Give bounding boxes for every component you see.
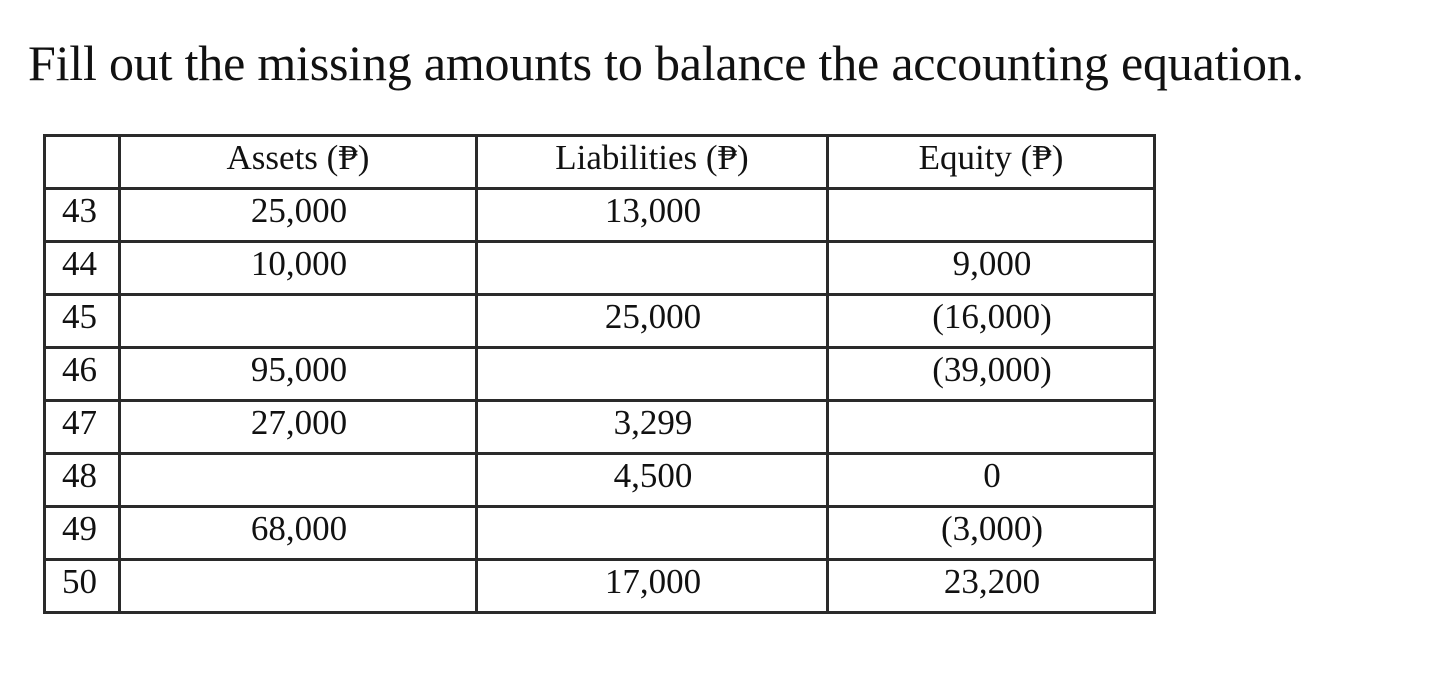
assets-cell: [120, 560, 477, 613]
header-assets: Assets (₱): [120, 136, 477, 189]
header-number: [45, 136, 120, 189]
row-number: 47: [45, 401, 120, 454]
header-equity: Equity (₱): [828, 136, 1155, 189]
row-number: 46: [45, 348, 120, 401]
assets-cell: 27,000: [120, 401, 477, 454]
equity-cell: 23,200: [828, 560, 1155, 613]
row-number: 50: [45, 560, 120, 613]
assets-cell: [120, 295, 477, 348]
liabilities-cell: [477, 348, 828, 401]
equity-cell: (3,000): [828, 507, 1155, 560]
table-row: [45, 560, 1155, 613]
accounting-equation-table: [43, 134, 1156, 614]
row-number: 45: [45, 295, 120, 348]
row-number: 49: [45, 507, 120, 560]
row-number: 44: [45, 242, 120, 295]
liabilities-cell: 3,299: [477, 401, 828, 454]
liabilities-cell: [477, 242, 828, 295]
liabilities-cell: [477, 507, 828, 560]
equity-cell: 0: [828, 454, 1155, 507]
liabilities-cell: 25,000: [477, 295, 828, 348]
table-row: [45, 507, 1155, 560]
assets-cell: [120, 454, 477, 507]
header-liabilities: Liabilities (₱): [477, 136, 828, 189]
equity-cell: (39,000): [828, 348, 1155, 401]
table-row: [45, 242, 1155, 295]
header-row: [45, 136, 1155, 189]
table-row: [45, 454, 1155, 507]
assets-cell: 25,000: [120, 189, 477, 242]
liabilities-cell: 17,000: [477, 560, 828, 613]
equity-cell: [828, 189, 1155, 242]
assets-cell: 68,000: [120, 507, 477, 560]
liabilities-cell: 4,500: [477, 454, 828, 507]
table-row: [45, 401, 1155, 454]
row-number: 48: [45, 454, 120, 507]
assets-cell: 10,000: [120, 242, 477, 295]
liabilities-cell: 13,000: [477, 189, 828, 242]
equity-cell: (16,000): [828, 295, 1155, 348]
instruction-title: Fill out the missing amounts to balance the accounting equation.: [28, 35, 1304, 91]
equity-cell: 9,000: [828, 242, 1155, 295]
row-number: 43: [45, 189, 120, 242]
table-row: [45, 348, 1155, 401]
equity-cell: [828, 401, 1155, 454]
assets-cell: 95,000: [120, 348, 477, 401]
table-row: [45, 295, 1155, 348]
table-row: [45, 189, 1155, 242]
